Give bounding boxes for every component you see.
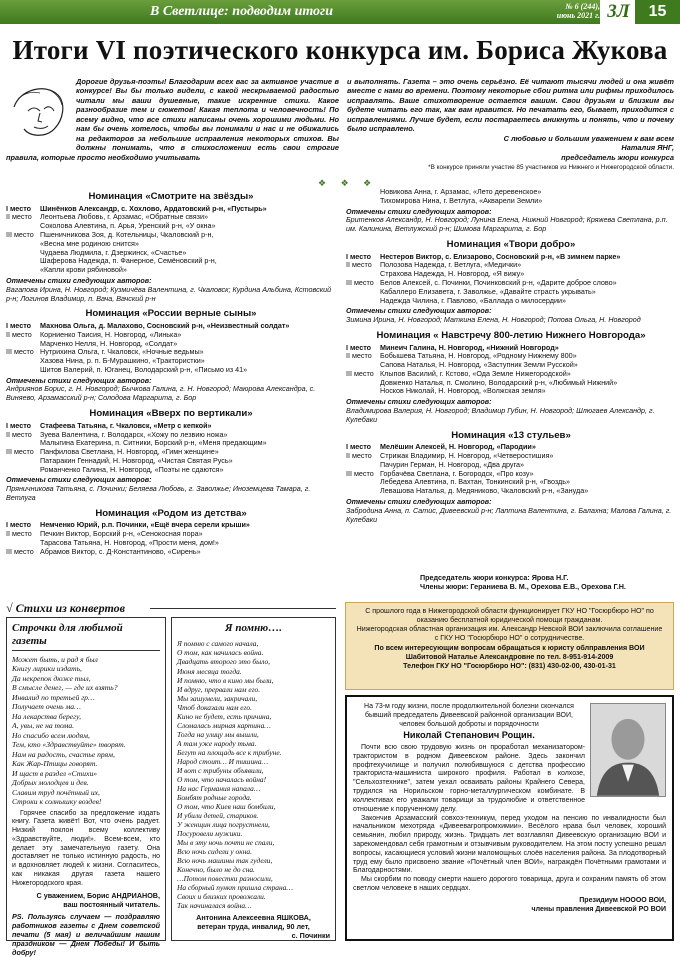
mention-list: Андриянов Борис, г. Н. Новгород; Бычкова Галина, г. Н. Новгород; Маюрова Александра, с. Виняево, Арзамасский р-н; Солодова Маргарита, г. Бор	[6, 384, 316, 403]
award-winner: Марченко Нелля, Н. Новгород, «Солдат»	[40, 338, 178, 348]
section-title: В Светлице: подводим итоги	[150, 4, 334, 19]
obituary-name: Николай Степанович Рощин.	[403, 730, 535, 741]
mention-title: Отмечены стихи следующих авторов:	[6, 475, 152, 485]
issue-number: № 6 (244),	[565, 2, 600, 11]
intro-regards: С любовью и большим уважением к вам всем	[503, 133, 674, 143]
award-place: III место	[346, 277, 374, 287]
award-winner: Нестеров Виктор, с. Елизарово, Сосновский р-н, «В зимнем парке»	[380, 251, 621, 261]
award-winner: Тарасова Татьяна, Н. Новгород, «Прости меня, дом!»	[40, 538, 219, 548]
award-row	[346, 387, 676, 396]
continued-line-2: Тихомирова Нина, г. Ветлуга, «Акварели Земли»	[380, 195, 543, 205]
award-place: II место	[346, 260, 372, 270]
mention-list: Пряничникова Татьяна, с. Починки; Беляева Любовь, г. Заволжье; Иноземцева Тамара, г. Ветлуга	[6, 484, 311, 502]
award-place: I место	[6, 520, 32, 530]
award-winner: Носков Николай, Н. Новгород, «Волжская земля»	[380, 386, 546, 396]
award-row	[6, 548, 336, 557]
award-row	[346, 487, 676, 496]
poem-2-author-role: ветеран труда, инвалид, 90 лет,	[197, 922, 310, 932]
mention-title: Отмечены стихи следующих авторов:	[346, 397, 492, 407]
poem-box-1	[6, 617, 166, 957]
award-place: I место	[346, 342, 372, 352]
award-winner: Зуева Валентина, г. Володарск, «Хожу по лезвию ножа»	[40, 429, 228, 439]
award-winner: Белов Алексей, с. Починки, Починковский р-н, «Дарите доброе слово»	[380, 277, 617, 287]
legal-aid-notice	[345, 602, 674, 690]
poem-2-author: Антонина Алексеевна ЯШКОВА,	[196, 913, 311, 923]
poem-box-2	[171, 617, 336, 941]
obituary-p3: Мы скорбим по поводу смерти нашего дорогого товарища, друга и сохраним память об этом светлом человеке в наших сердцах.	[353, 876, 666, 893]
mention-title: Отмечены стихи следующих авторов:	[346, 496, 492, 506]
award-winner: Нутрихина Ольга, г. Чкаловск, «Ночные ведьмы»	[40, 347, 204, 357]
intro-signer-role: председатель жюри конкурса	[561, 152, 674, 162]
mention-title: Отмечены стихи следующих авторов:	[346, 306, 492, 316]
award-row	[6, 466, 336, 475]
intro-signer: Наталия ЯНГ,	[621, 143, 674, 153]
newspaper-logo: 3Л	[602, 0, 635, 24]
mention-list: Зимина Ирина, Н. Новгород; Маткина Елена, Н. Новгород; Попова Ольга, Н. Новгород	[346, 315, 641, 325]
award-winner: Минеич Галина, Н. Новгород, «Нижний Новгород»	[380, 342, 559, 352]
award-place	[6, 257, 40, 266]
intro-left-column	[6, 77, 339, 162]
issue-info	[538, 2, 600, 20]
poem-2-title: Я помню….	[225, 622, 282, 634]
award-winner: Патаракин Геннадий, Н. Новгород, «Чистая Святая Русь»	[40, 455, 233, 465]
award-winner: Соколова Алевтина, п. Арья, Уренский р-н, «У окна»	[40, 221, 216, 231]
award-winner: Пшеничникова Зоя, д. Котельницы, Чкаловский р-н,	[40, 230, 214, 240]
jury-chair: Председатель жюри конкурса: Ярова Н.Г.	[420, 573, 569, 582]
award-row	[6, 266, 336, 275]
decor-divider: ❖ ❖ ❖	[318, 178, 378, 188]
award-winner: Корниенко Таисия, Н. Новгород, «Линька»	[40, 329, 182, 339]
award-winner: Шинёнков Александр, с. Хохлово, Ардатовский р-н, «Пустырь»	[40, 203, 267, 213]
nomination-title: Номинация « Навстречу 800-летию Нижнего Новгорода»	[376, 329, 646, 341]
award-place: III место	[6, 230, 34, 240]
award-place: III место	[6, 347, 34, 357]
award-place	[6, 457, 40, 466]
intro-note: *В конкурсе приняли участие 85 участников из Нижнего и Нижегородской области.	[428, 164, 674, 172]
award-place	[6, 240, 40, 249]
mention-list: Владимирова Валерия, Н. Новгород; Владимир Губин, Н. Новгород; Шлюгаев Александр, г. Кулебаки	[346, 406, 655, 424]
award-place	[6, 357, 40, 366]
obituary-p1: Почти всю свою трудовую жизнь он проработал механизатором-трактористом в родном Дивеевском районе. Здесь закончил профтехучилище и получил полюбившуюся с детства профессию тракториста-машиниста широкого профиля. Работал в колхозе, "Сельхозтехнике", затем уехал осваивать районы Крайнего Севера, трудился на Норильском горно-металлургическом комбинате. В коллективах его уважали товарищи за трудолюбие и ответственное отношение к порученному делу.	[353, 744, 585, 813]
award-winner: Хазова Нина, р. п. Б-Мурашкино, «Трактористки»	[40, 356, 205, 366]
award-winner: Стрижак Владимир, Н. Новгород, «Четверостишия»	[380, 451, 554, 461]
award-winner: Надежда Чилина, г. Павлово, «Баллада о милосердии»	[380, 295, 566, 305]
award-winner: Малыгина Екатерина, п. Ситники, Борский р-н, «Меня предающим»	[40, 438, 267, 448]
mention-title: Отмечены стихи следующих авторов:	[6, 275, 152, 285]
nomination-title: Номинация «Твори добро»	[446, 238, 576, 250]
award-place	[6, 266, 40, 275]
award-place	[6, 466, 40, 475]
award-winner: Абрамов Виктор, с. Д-Константиново, «Сирень»	[40, 546, 201, 556]
award-winner: Леонтьева Любовь, г. Арзамас, «Обратные связи»	[40, 212, 208, 222]
award-winner: Страхова Надежда, Н. Новгород, «Я вижу»	[380, 269, 525, 279]
award-place: II место	[6, 329, 32, 339]
nomination-title: Номинация «13 стульев»	[451, 429, 571, 441]
award-place: I место	[6, 420, 32, 430]
award-winner: Немченко Юрий, р.п. Починки, «Ещё вчера серели крыши»	[40, 520, 250, 530]
award-winner: Шаферова Надежда, п. Фанерное, Семёновский р-н,	[40, 256, 217, 266]
portrait-photo-icon	[590, 703, 666, 797]
obituary-signer-2: члены правления Дивеевской РО ВОИ	[531, 905, 666, 913]
poem-1-signature	[12, 891, 160, 909]
intro-right-column	[347, 77, 674, 172]
award-winner: Довженко Наталья, п. Смолино, Володарский р-н, «Любимый Нижний»	[380, 377, 618, 387]
award-place: II место	[6, 212, 32, 222]
nominations-left-column	[6, 186, 336, 557]
obituary-intro: На 73-м году жизни, после продолжительной болезни скончался бывший председатель Дивеевской районной организации ВОИ, человек большой доброты и порядочности	[364, 703, 574, 728]
continued-line-1: Новикова Анна, г. Арзамас, «Лето деревенское»	[380, 187, 542, 196]
postscript: PS. Пользуясь случаем — поздравляю работников газеты с Днем советской печати (5 мая) и величайшим нашим праздником — Днем Победы! И быть добру!	[12, 912, 160, 957]
award-place: II место	[346, 351, 372, 361]
poem-1-text: Может быть, и рад я был Книгу лирики издать, Да некрепок дюже тыл, В смысле денег, — где их взять? Инвалид по третьей гр… Получает очень ма… На лекарства берегу, А, увы, не на тома. Но спасибо всем людям, Тем, кто «Здравствуйте» творят. Нам на радость, счастье прям, Как Жар-Птицы говорят. И щаст в раздел «Стихи» Добрых молодцев и дев. Славим труд почётный их, Строки к солнышку воздев!	[12, 654, 126, 807]
award-place: III место	[6, 447, 34, 457]
award-place	[6, 366, 40, 375]
award-place: I место	[6, 321, 32, 330]
award-winner: Левашова Наталья, д. Медяниково, Чкаловский р-н, «Зануда»	[380, 486, 589, 496]
obituary-signature	[353, 897, 666, 915]
award-place: I место	[6, 203, 32, 213]
nominations-right-column	[346, 188, 676, 524]
obituary-box	[345, 695, 674, 941]
award-place: III место	[346, 468, 374, 478]
section-divider	[150, 608, 336, 609]
mention-list: Забродина Анна, п. Сатис, Дивеевский р-н; Лаптина Валентина, г. Балахна; Малова Галина, г. Кулебаки	[346, 505, 672, 524]
poem-1-letter: Горячее спасибо за предложение издать книгу. Газета живёт! Вот, что очень радует. Низкий поклон всему коллективу «Здравствуйте, люди!». Всем-всем, кто делает эту замечательную газету. Она доставляет не только истинную радость, но и вдохновляет людей к жизни. Согласитесь, как никакая другая газета нашего Нижегородского края.	[12, 809, 160, 887]
nomination-title: Номинация «Вверх по вертикали»	[89, 408, 253, 420]
jury-signoff	[420, 573, 626, 592]
award-place: III место	[6, 546, 34, 556]
award-place: II место	[6, 429, 32, 439]
mention-list: Бритенков Александр, Н. Новгород; Лунина Елена, Нижний Новгород; Кряжева Светлана, р.п. им. Калинина, Ветлужский р-н; Шимова Маргарита, г. Бор	[346, 215, 668, 234]
obituary-p2: Закончив Арзамасский совхоз-техникум, перед уходом на пенсию по инвалидности был начальником мехотряда «Дивеевагропромхимии». Весёлого нрава был человек, хороший семьянин, любил природу, жизнь. Тридцать лет возглавлял Дивеевскую организацию ВОИ и зарекомендовал себя грамотным и отзывчивым руководителем. На этом посту успешно решал вопросы, касающиеся условий жизни маломощных слоёв населения района. За плодотворный труд ему было присвоено звание «Почётный член ВОИ», награждён Почётными грамотами и Благодарностями.	[353, 814, 666, 875]
award-winner: Клыпов Василий, г. Кстово, «Ода Земле Нижегородской»	[380, 368, 571, 378]
award-winner: Мелёшин Алексей, Н. Новгород, «Пародии»	[380, 442, 536, 452]
award-place: I место	[346, 251, 372, 261]
award-place: II место	[346, 451, 372, 461]
award-winner: Полозова Надежда, г. Ветлуга, «Медички»	[380, 260, 522, 270]
mention-title: Отмечены стихи следующих авторов:	[346, 206, 492, 216]
jury-members: Члены жюри: Гераниева В. М., Орехова Е.В., Орехова Г.Н.	[420, 582, 626, 592]
nomination-title: Номинация «Родом из детства»	[95, 507, 247, 519]
award-winner: Печкин Виктор, Борский р-н, «Сенокосная пора»	[40, 529, 203, 539]
award-place: III место	[346, 368, 374, 378]
mention-title: Отмечены стихи следующих авторов:	[6, 375, 152, 385]
page-title: Итоги VI поэтического конкурса им. Бориса Жукова	[12, 35, 668, 65]
notice-contact: По всем интересующим вопросам обращаться к юристу облправления ВОИ Шабитовой Наталье Александровне по тел. 8-951-914-2009	[374, 644, 645, 662]
mention-list: Вагапова Ирина, Н. Новгород; Кузмичёва Валентина, г. Чкаловск; Курдина Альбина, Кстовский р-н; Логинов Владимир, п. Вача, Вачский р-н	[6, 284, 332, 303]
obituary-signer-1: Президиум НОООО ВОИ,	[579, 896, 666, 904]
poems-section-title: √ Стихи из конвертов	[6, 601, 126, 615]
award-winner: Кабаллеро Елизавета, г. Заволжье, «Давайте страсть укрывать»	[380, 286, 596, 296]
poem-2-signature	[177, 913, 330, 940]
award-winner: Романченко Галина, Н. Новгород, «Поэты не сдаются»	[40, 464, 224, 474]
poem-2-text: Я помню с самого начала, О том, как начилась война. Двадцать второго это было, Июня месяца тогда. И помню, что в кино мы были, И вдруг, прервали нам его. Мы зашумели, закричали, Чтоб доказали нам его. Кино не будет, есть причина, Сломалась мирная картина… Тогда на улицу мы вышли, А там уже народу тьма. Бегут на площадь все к трибуне. Народ стоит… И тишина… И вот с трибуны объявили, О том, что началась война! На нас Германия напала… Бомбят родные города. О том, что Киев наш бомбили, И убили детей, стариков. У женщин лица погрустнели, Посуровели мужики. Мы в эту ночь почти не спали, Всю ночь сидели у окна. Всю ночь машины так гудели, Конечно, было не до сна. …Потом повестки разносили, На сборный пункт пришла страна… Своих и близких провожали. Так начиналася война…	[177, 639, 293, 911]
award-winner: Шитов Валерий, п. Юганец, Володарский р-н, «Письмо из 41»	[40, 364, 248, 374]
poem-2-author-place: с. Починки	[291, 931, 330, 941]
intro-text-left: Дорогие друзья-поэты! Благодарим всех вас за активное участие в конкурсе! Вы бы только видели, с какой нескрываемой радостью читали мы ваши душевные, такие искренние стихи. Какое разнообразие тем и сюжетов! Какая теплота и человечность! По всему видно, что все стихи написаны очень хорошими людьми. Но нам бы очень хотелось, чтобы вы понимали и нас и не обижались на редакторов за небольшие исправления некоторых стихов. Вы должны понимать, что в стихосложении есть свои строгие правила, которые просто необходимо учитывать	[6, 77, 339, 162]
award-place	[346, 297, 380, 306]
award-winner: Бобышева Татьяна, Н. Новгород, «Родному Нижнему 800»	[380, 351, 577, 361]
award-row	[6, 366, 336, 375]
intro-text-right: и выполнять. Газета – это очень серьёзно. Её читают тысячи людей и она живёт вместе с нами во времени. Поэтому некоторые сбои ритма или рифмы приходилось исправлять. Ваше стихотворение остается вашим. Свои друзьям и близким вы будете читать его так, как вам нравится. Но печатать его, бывает, приходится с исправлениями. Лучше будет, если постараетесь вникнуть и понять, что и почему было исправлено.	[347, 77, 674, 134]
award-place: I место	[346, 442, 372, 452]
award-winner: Панфилова Светлана, Н. Новгород, «Гимн женщине»	[40, 447, 219, 457]
award-place	[346, 387, 380, 396]
award-place	[346, 288, 380, 297]
nomination-title: Номинация «Смотрите на звёзды»	[88, 191, 254, 202]
nomination-title: Номинация «России верные сыны»	[85, 308, 257, 320]
page-number: 15	[635, 0, 680, 24]
poem-1-title: Строчки для любимой газеты	[12, 622, 160, 651]
award-winner: «Весна мне родиною снится»	[40, 238, 139, 248]
award-place	[6, 249, 40, 258]
poem-1-author: С уважением, Борис АНДРИАНОВ,	[36, 891, 160, 901]
poem-1-author-role: ваш постоянный читатель.	[63, 900, 160, 910]
notice-phone: Телефон ГКУ НО "Госюрбюро НО": (831) 430-02-00, 430-01-31	[403, 662, 616, 671]
award-winner: Махнова Ольга, д. Малахово, Сосновский р-н, «Неизвестный солдат»	[40, 321, 290, 330]
award-row	[346, 297, 676, 306]
award-winner: Пачурин Герман, Н. Новгород, «Два друга»	[380, 459, 524, 469]
award-winner: «Капли крови рябиновой»	[40, 265, 127, 275]
award-place	[346, 478, 380, 487]
award-winner: Лебедева Алевтина, п. Вахтан, Тонкинский р-н, «Гвоздь»	[380, 477, 570, 487]
award-place: II место	[6, 529, 32, 539]
award-place	[346, 379, 380, 388]
notice-p1: С прошлого года в Нижегородской области функционирует ГКУ НО "Госюрбюро НО" по оказанию бесплатной юридической помощи гражданам.	[365, 607, 654, 624]
award-winner: Горбачёва Светлана, г. Богородск, «Про козу»	[380, 468, 534, 478]
award-winner: Чудаева Людмила, г. Дзержинск, «Счастье»	[40, 247, 187, 257]
award-winner: Стафеева Татьяна, г. Чкаловск, «Метр с кепкой»	[40, 420, 212, 430]
award-place	[346, 487, 380, 496]
issue-date: июнь 2021 г.	[556, 11, 600, 21]
award-winner: Сапова Наталья, Н. Новгород, «Заступник Земли Русской»	[380, 360, 578, 370]
notice-p2: Нижегородская областная организация им. Александр Невской ВОИ заключила соглашение с ГКУ НО "Госюрбюро НО" о сотрудничестве.	[356, 624, 663, 642]
nominations-right-list	[346, 239, 676, 524]
